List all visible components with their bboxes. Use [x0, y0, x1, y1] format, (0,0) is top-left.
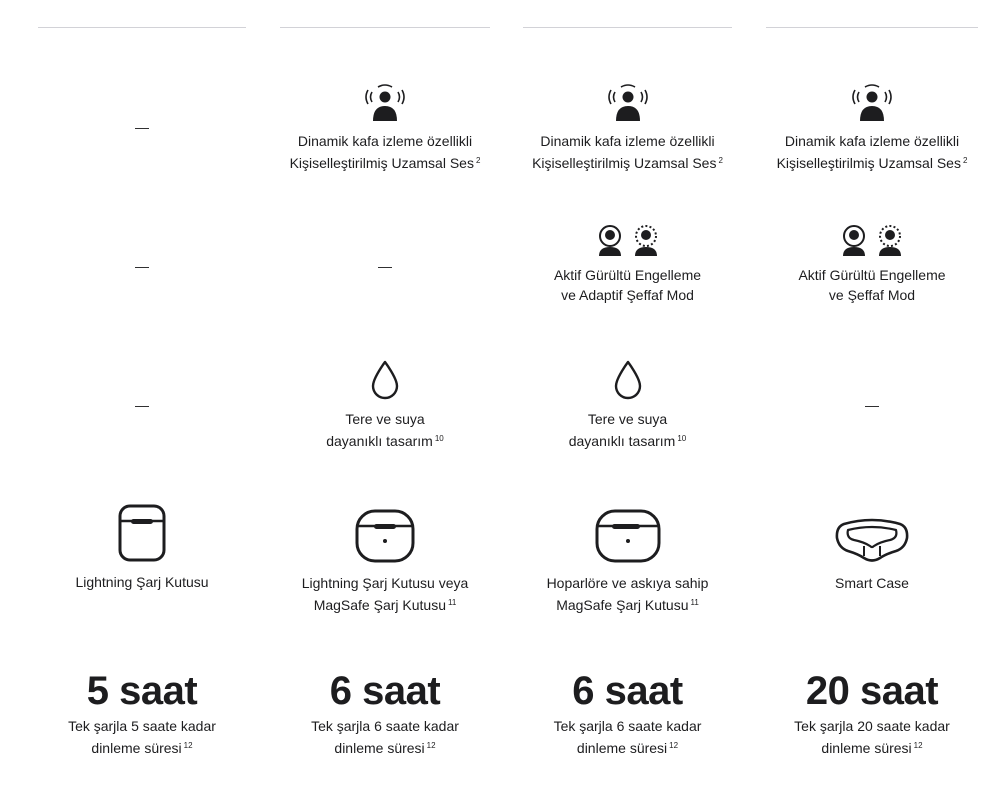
battery-label-line1: Tek şarjla 5 saate kadar	[68, 718, 216, 734]
column-divider	[766, 27, 978, 28]
footnote-link[interactable]: 2	[962, 156, 968, 165]
water-drop-icon	[613, 360, 643, 400]
water-resistance-label-line2: dayanıklı tasarım	[326, 433, 433, 449]
rounded-case-icon	[117, 503, 167, 563]
spatial-audio-label-line1: Dinamik kafa izleme özellikli	[540, 133, 715, 149]
wide-case-icon	[594, 508, 662, 564]
spatial-audio-cell	[766, 84, 978, 173]
anc-label	[523, 265, 732, 305]
noise-cancellation-icon	[840, 225, 868, 257]
spatial-audio-cell	[523, 84, 732, 173]
water-resistance-label-line2: dayanıklı tasarım	[568, 433, 676, 449]
noise-cancellation-cell	[38, 259, 246, 273]
noise-cancellation-cell	[280, 259, 490, 273]
not-available-dash: —	[135, 119, 149, 135]
anc-label-line2: ve Adaptif Şeffaf Mod	[561, 287, 694, 303]
anc-label-line1: Aktif Gürültü Engelleme	[553, 267, 702, 283]
transparency-mode-icon	[632, 225, 660, 257]
battery-label	[766, 716, 978, 758]
spatial-audio-label	[280, 131, 490, 173]
water-resistance-label-line1: Tere ve suya	[587, 411, 668, 427]
battery-label-line1: Tek şarjla 20 saate kadar	[794, 718, 950, 734]
product-column-2	[280, 0, 490, 785]
spatial-audio-label	[523, 131, 732, 173]
water-resistance-cell	[523, 360, 732, 451]
footnote-link[interactable]: 12	[426, 741, 436, 750]
column-divider	[280, 27, 490, 28]
spatial-audio-label-line1: Dinamik kafa izleme özellikli	[784, 133, 960, 149]
anc-label	[766, 265, 978, 305]
not-available-dash: —	[135, 258, 149, 274]
footnote-link[interactable]: 2	[475, 156, 481, 165]
wide-case-icon	[354, 508, 416, 564]
battery-cell	[38, 671, 246, 758]
spatial-audio-label	[766, 131, 978, 173]
anc-label-line2: ve Şeffaf Mod	[828, 287, 916, 303]
water-resistance-cell	[280, 360, 490, 451]
noise-cancellation-cell	[523, 225, 732, 305]
footnote-link[interactable]: 12	[183, 741, 193, 750]
battery-label-line1: Tek şarjla 6 saate kadar	[311, 718, 459, 734]
battery-cell	[766, 671, 978, 758]
battery-label-line2: dinleme süresi	[821, 740, 912, 756]
anc-label-line1: Aktif Gürültü Engelleme	[798, 267, 946, 283]
battery-label-line2: dinleme süresi	[91, 740, 182, 756]
water-resistance-label-line1: Tere ve suya	[345, 411, 425, 427]
case-label	[766, 573, 978, 593]
noise-cancellation-cell	[766, 225, 978, 305]
charging-case-cell	[38, 503, 246, 592]
water-resistance-cell	[38, 398, 246, 412]
battery-hours: 5 saat	[86, 669, 198, 713]
battery-label-line1: Tek şarjla 6 saate kadar	[553, 718, 702, 734]
spatial-audio-label-line1: Dinamik kafa izleme özellikli	[297, 133, 473, 149]
water-drop-icon	[370, 360, 400, 400]
battery-label	[523, 716, 732, 758]
battery-cell	[280, 671, 490, 758]
spatial-audio-label-line2: Kişiselleştirilmiş Uzamsal Ses	[776, 155, 961, 171]
case-label	[523, 573, 732, 615]
case-label-line1: Lightning Şarj Kutusu veya	[301, 575, 469, 591]
column-divider	[38, 27, 246, 28]
case-label-line2: MagSafe Şarj Kutusu	[313, 597, 446, 613]
spatial-audio-cell	[280, 84, 490, 173]
product-column-3	[523, 0, 732, 785]
column-divider	[523, 27, 732, 28]
case-label	[280, 573, 490, 615]
footnote-link[interactable]: 12	[913, 741, 923, 750]
anc-icon-pair	[523, 225, 732, 257]
spatial-audio-label-line2: Kişiselleştirilmiş Uzamsal Ses	[532, 155, 717, 171]
water-resistance-label	[280, 409, 490, 451]
charging-case-cell	[766, 518, 978, 593]
case-label-line2: MagSafe Şarj Kutusu	[556, 597, 689, 613]
battery-label	[280, 716, 490, 758]
product-column-1	[38, 0, 246, 785]
footnote-link[interactable]: 10	[677, 434, 687, 443]
spatial-audio-icon	[852, 84, 892, 122]
spatial-audio-cell	[38, 120, 246, 134]
case-label-line1: Lightning Şarj Kutusu	[75, 574, 209, 590]
water-resistance-label	[523, 409, 732, 451]
smart-case-icon	[834, 518, 910, 564]
case-label-line1: Smart Case	[835, 575, 909, 591]
spatial-audio-icon	[608, 84, 648, 122]
transparency-mode-icon	[876, 225, 904, 257]
not-available-dash: —	[378, 258, 392, 274]
spatial-audio-label-line2: Kişiselleştirilmiş Uzamsal Ses	[289, 155, 474, 171]
case-label	[38, 572, 246, 592]
battery-cell	[523, 671, 732, 758]
footnote-link[interactable]: 10	[434, 434, 444, 443]
case-label-line1: Hoparlöre ve askıya sahip	[546, 575, 709, 591]
battery-hours: 20 saat	[805, 669, 939, 713]
footnote-link[interactable]: 12	[669, 741, 679, 750]
battery-label	[38, 716, 246, 758]
not-available-dash: —	[135, 397, 149, 413]
not-available-dash: —	[865, 397, 879, 413]
charging-case-cell	[523, 508, 732, 615]
anc-icon-pair	[766, 225, 978, 257]
footnote-link[interactable]: 2	[718, 156, 723, 165]
charging-case-cell	[280, 508, 490, 615]
noise-cancellation-icon	[596, 225, 624, 257]
product-column-4	[766, 0, 978, 785]
battery-label-line2: dinleme süresi	[334, 740, 425, 756]
footnote-link[interactable]: 11	[690, 598, 699, 607]
footnote-link[interactable]: 11	[447, 598, 457, 607]
water-resistance-cell	[766, 398, 978, 412]
spatial-audio-icon	[365, 84, 405, 122]
battery-hours: 6 saat	[572, 669, 683, 713]
battery-hours: 6 saat	[329, 669, 441, 713]
battery-label-line2: dinleme süresi	[576, 740, 668, 756]
